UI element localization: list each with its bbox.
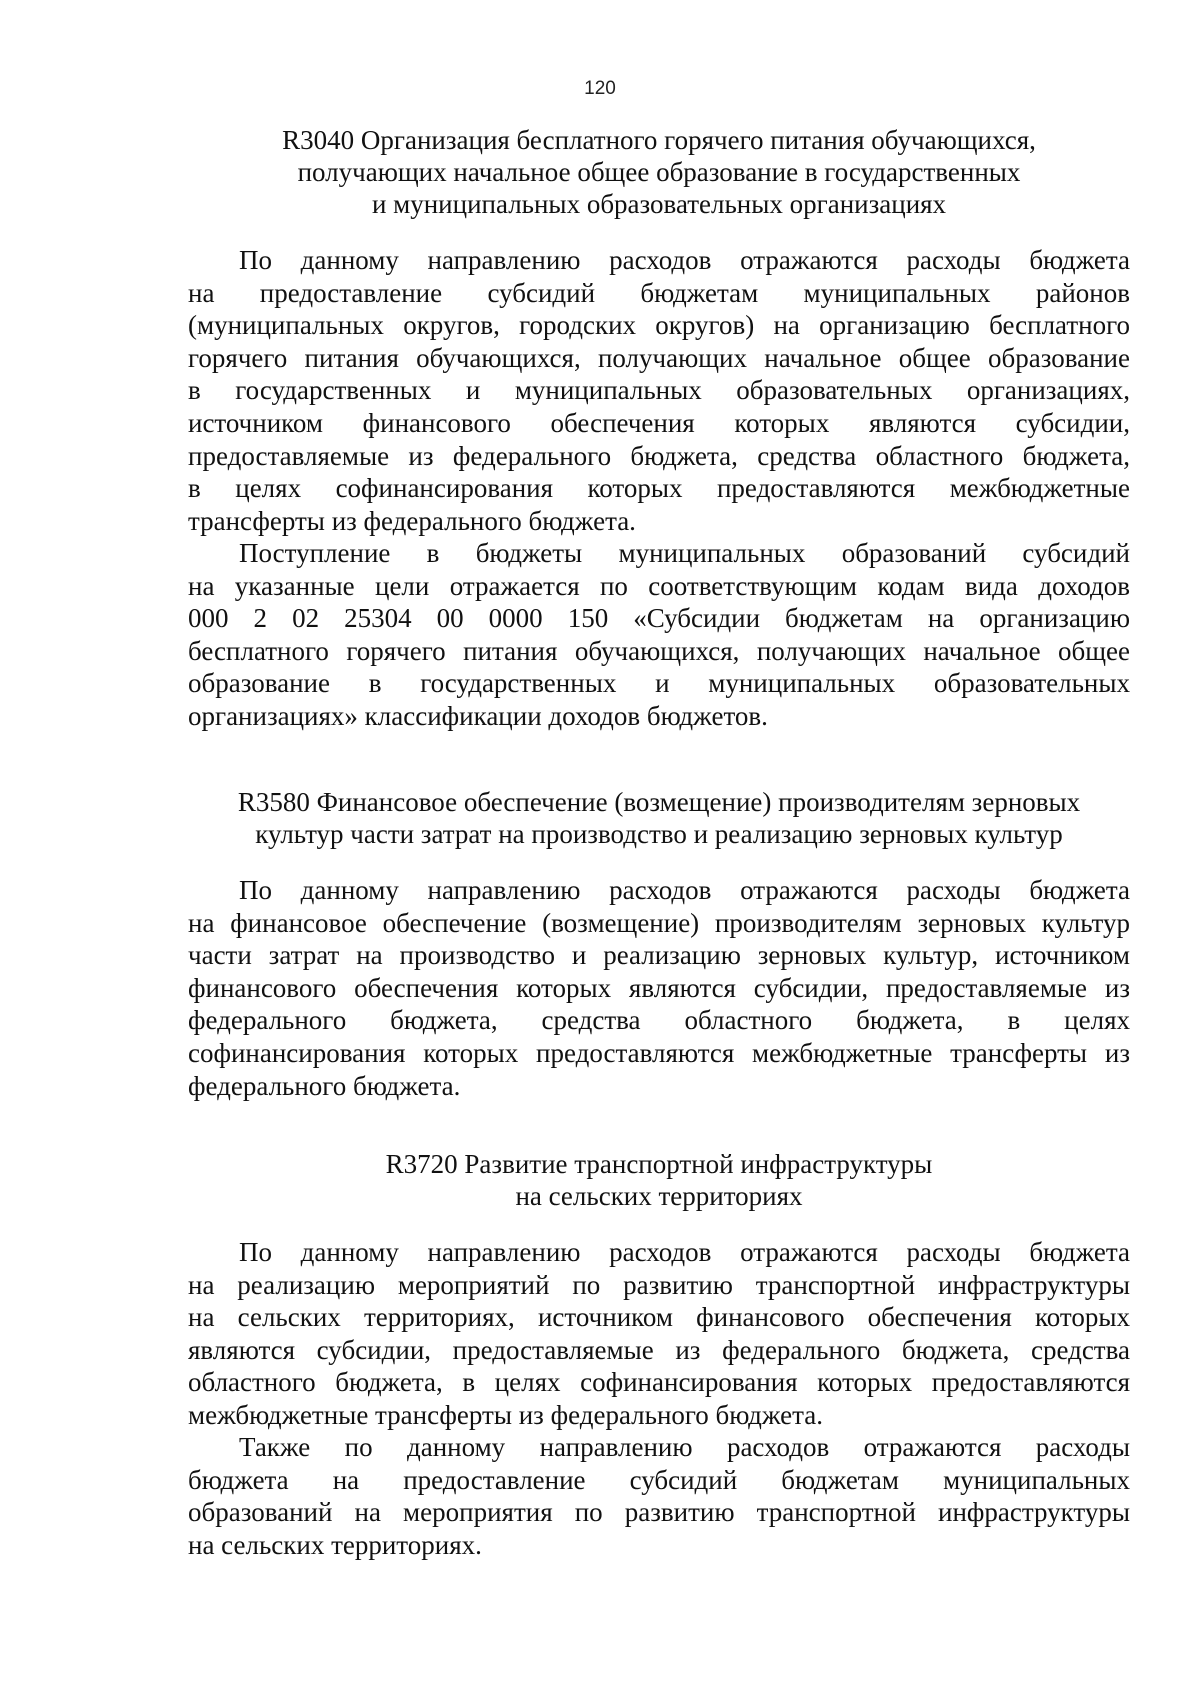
paragraph-line: 000 2 02 25304 00 0000 150 «Субсидии бюджетам на организацию <box>188 603 1130 634</box>
heading-line: получающих начальное общее образование в государственных <box>297 157 1021 187</box>
paragraph-line: на указанные цели отражается по соответствующим кодам вида доходов <box>188 570 1130 601</box>
paragraph-line: в государственных и муниципальных образовательных организациях, <box>188 375 1130 406</box>
paragraph-line: По данному направлению расходов отражаются расходы бюджета <box>239 875 1130 905</box>
paragraph-line: на реализацию мероприятий по развитию транспортной инфраструктуры <box>188 1269 1130 1300</box>
paragraph-r3720-1 <box>188 1236 1130 1432</box>
heading-line: R3040 Организация бесплатного горячего питания обучающихся, <box>282 125 1036 155</box>
paragraph-line: являются субсидии, предоставляемые из федерального бюджета, средства <box>188 1334 1130 1365</box>
paragraph-r3040-2 <box>188 537 1130 733</box>
section-heading-r3580 <box>188 786 1130 850</box>
paragraph-line: на сельских территориях. <box>188 1529 482 1560</box>
paragraph-line: По данному направлению расходов отражаются расходы бюджета <box>239 1237 1130 1267</box>
paragraph-line: источником финансового обеспечения которых являются субсидии, <box>188 407 1130 438</box>
paragraph-line: По данному направлению расходов отражаются расходы бюджета <box>239 245 1130 275</box>
paragraph-line: областного бюджета, в целях софинансирования которых предоставляются <box>188 1367 1130 1398</box>
section-heading-r3040 <box>188 124 1130 220</box>
paragraph-line: бесплатного горячего питания обучающихся, получающих начальное общее <box>188 635 1130 666</box>
paragraph-line: образование в государственных и муниципальных образовательных <box>188 668 1130 699</box>
paragraph-line: бюджета на предоставление субсидий бюджетам муниципальных <box>188 1464 1130 1495</box>
heading-line: на сельских территориях <box>515 1181 803 1211</box>
paragraph-r3580-1 <box>188 874 1130 1102</box>
paragraph-r3040-1 <box>188 244 1130 537</box>
paragraph-line: организациях» классификации доходов бюджетов. <box>188 700 768 731</box>
paragraph-line: на финансовое обеспечение (возмещение) производителям зерновых культур <box>188 907 1130 938</box>
heading-line: культур части затрат на производство и реализацию зерновых культур <box>255 819 1063 849</box>
paragraph-r3720-2 <box>188 1431 1130 1561</box>
heading-line: и муниципальных образовательных организациях <box>371 189 947 219</box>
paragraph-line: (муниципальных округов, городских округов) на организацию бесплатного <box>188 310 1130 341</box>
paragraph-line: в целях софинансирования которых предоставляются межбюджетные <box>188 473 1130 504</box>
paragraph-line: образований на мероприятия по развитию транспортной инфраструктуры <box>188 1497 1130 1528</box>
page-number: 120 <box>584 78 616 99</box>
section-heading-r3720 <box>188 1148 1130 1212</box>
paragraph-line: трансферты из федерального бюджета. <box>188 505 636 536</box>
paragraph-line: финансового обеспечения которых являются субсидии, предоставляемые из <box>188 972 1130 1003</box>
paragraph-line: горячего питания обучающихся, получающих начальное общее образование <box>188 342 1130 373</box>
paragraph-line: федерального бюджета, средства областного бюджета, в целях <box>188 1005 1130 1036</box>
paragraph-line: софинансирования которых предоставляются межбюджетные трансферты из <box>188 1037 1130 1068</box>
paragraph-line: федерального бюджета. <box>188 1070 461 1101</box>
paragraph-line: части затрат на производство и реализацию зерновых культур, источником <box>188 940 1130 971</box>
paragraph-line: на сельских территориях, источником финансового обеспечения которых <box>188 1302 1130 1333</box>
paragraph-line: Также по данному направлению расходов отражаются расходы <box>239 1432 1130 1462</box>
paragraph-line: предоставляемые из федерального бюджета, средства областного бюджета, <box>188 440 1130 471</box>
paragraph-line: на предоставление субсидий бюджетам муниципальных районов <box>188 277 1130 308</box>
paragraph-line: Поступление в бюджеты муниципальных образований субсидий <box>239 538 1130 568</box>
heading-line: R3580 Финансовое обеспечение (возмещение) производителям зерновых <box>237 787 1081 817</box>
paragraph-line: межбюджетные трансферты из федерального бюджета. <box>188 1399 823 1430</box>
heading-line: R3720 Развитие транспортной инфраструктуры <box>385 1149 933 1179</box>
